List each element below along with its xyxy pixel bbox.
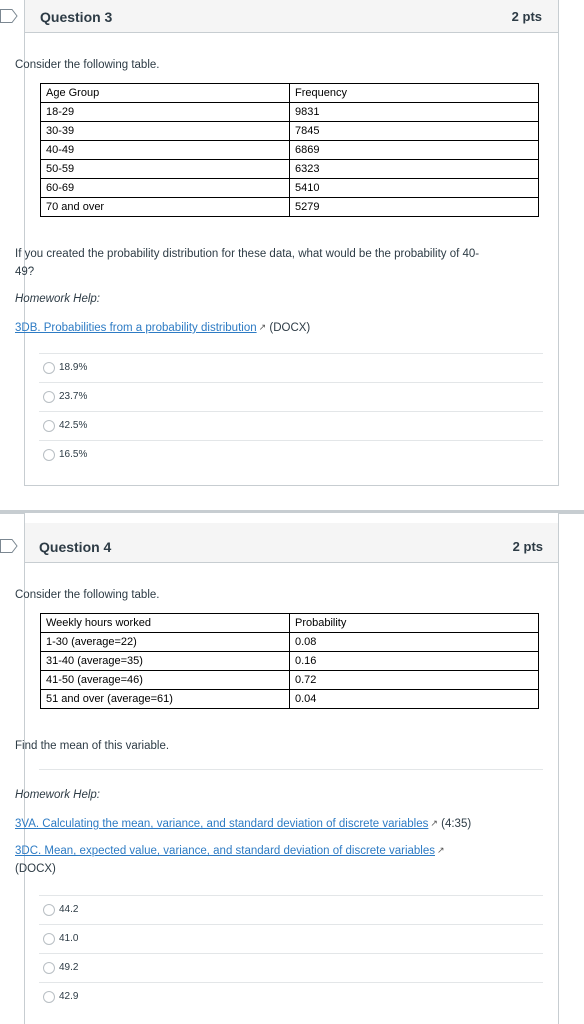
resource-format: (DOCX) [269,322,311,334]
answer-option[interactable] [39,440,543,469]
table-cell: 1-30 (average=22) [41,633,290,652]
flag-question-icon[interactable] [0,9,18,23]
table-cell: 7845 [290,122,539,141]
homework-help-resource [15,318,310,337]
radio-button[interactable] [43,991,55,1003]
table-cell: 0.16 [290,652,539,671]
table-header-row [41,84,539,103]
table-cell: 30-39 [41,122,290,141]
question-points: 2 pts [512,539,543,554]
table-cell: 31-40 (average=35) [41,652,290,671]
homework-help-resource [15,814,471,833]
table-cell: 0.72 [290,671,539,690]
question-4 [0,512,584,1024]
answer-label: 49.2 [59,962,79,973]
answer-label: 41.0 [59,933,79,944]
radio-button[interactable] [43,962,55,974]
answer-label: 18.9% [59,362,88,373]
homework-help-link[interactable]: 3VA. Calculating the mean, variance, and standard deviation of discrete variables [15,818,429,830]
answer-option[interactable] [39,895,543,924]
question-intro: Consider the following table. [15,589,160,601]
answer-option[interactable] [39,353,543,382]
table-cell: 0.04 [290,690,539,709]
table-cell: 70 and over [41,198,290,217]
question-prompt: Find the mean of this variable. [15,740,170,752]
resource-format: (4:35) [441,818,472,830]
flag-question-icon[interactable] [0,539,18,553]
answer-label: 42.5% [59,420,88,431]
resource-format: (DOCX) [15,863,56,875]
table-cell: 6869 [290,141,539,160]
table-cell: 50-59 [41,160,290,179]
answer-label: 16.5% [59,449,88,460]
question-prompt-line: 49? [15,266,35,278]
table-row [41,652,539,671]
homework-help-resource [15,841,445,878]
table-row [41,122,539,141]
question-intro: Consider the following table. [15,59,160,71]
radio-button[interactable] [43,933,55,945]
question-points: 2 pts [511,9,542,24]
probability-table [40,613,539,709]
question-title: Question 3 [40,9,113,25]
radio-button[interactable] [43,449,55,461]
table-cell: 9831 [290,103,539,122]
external-link-icon: ↗ [430,818,438,828]
question-title: Question 4 [39,539,112,555]
answer-label: 42.9 [59,991,79,1002]
table-cell: 6323 [290,160,539,179]
table-row [41,141,539,160]
radio-button[interactable] [43,420,55,432]
answer-option[interactable] [39,924,543,953]
table-cell: 18-29 [41,103,290,122]
answer-list [39,895,543,1011]
table-cell: 51 and over (average=61) [41,690,290,709]
table-row [41,633,539,652]
divider [39,769,543,770]
answer-label: 23.7% [59,391,88,402]
table-row [41,103,539,122]
answer-label: 44.2 [59,904,79,915]
answer-option[interactable] [39,953,543,982]
homework-help-link[interactable]: 3DB. Probabilities from a probability distribution [15,322,257,334]
homework-help-label: Homework Help: [15,789,100,801]
answer-option[interactable] [39,382,543,411]
radio-button[interactable] [43,362,55,374]
frequency-table [40,83,539,217]
table-row [41,179,539,198]
question-prompt-line: If you created the probability distribution for these data, what would be the probability of 40- [15,248,480,260]
table-cell: 5279 [290,198,539,217]
answer-list [39,353,543,469]
table-cell: 0.08 [290,633,539,652]
radio-button[interactable] [43,904,55,916]
table-cell: 40-49 [41,141,290,160]
answer-option[interactable] [39,982,543,1011]
table-header-cell: Frequency [290,84,539,103]
question-3 [0,0,584,486]
table-row [41,198,539,217]
table-row [41,690,539,709]
homework-help-label: Homework Help: [15,293,100,305]
table-row [41,160,539,179]
table-header-cell: Age Group [41,84,290,103]
external-link-icon: ↗ [258,322,267,332]
table-cell: 5410 [290,179,539,198]
table-header-cell: Probability [290,614,539,633]
answer-option[interactable] [39,411,543,440]
table-header-row [41,614,539,633]
question-prompt [15,245,479,281]
table-cell: 60-69 [41,179,290,198]
homework-help-link[interactable]: 3DC. Mean, expected value, variance, and standard deviation of discrete variables [15,845,435,857]
external-link-icon: ↗ [437,845,445,855]
table-row [41,671,539,690]
table-header-cell: Weekly hours worked [41,614,290,633]
question-header [25,0,558,33]
radio-button[interactable] [43,391,55,403]
table-cell: 41-50 (average=46) [41,671,290,690]
